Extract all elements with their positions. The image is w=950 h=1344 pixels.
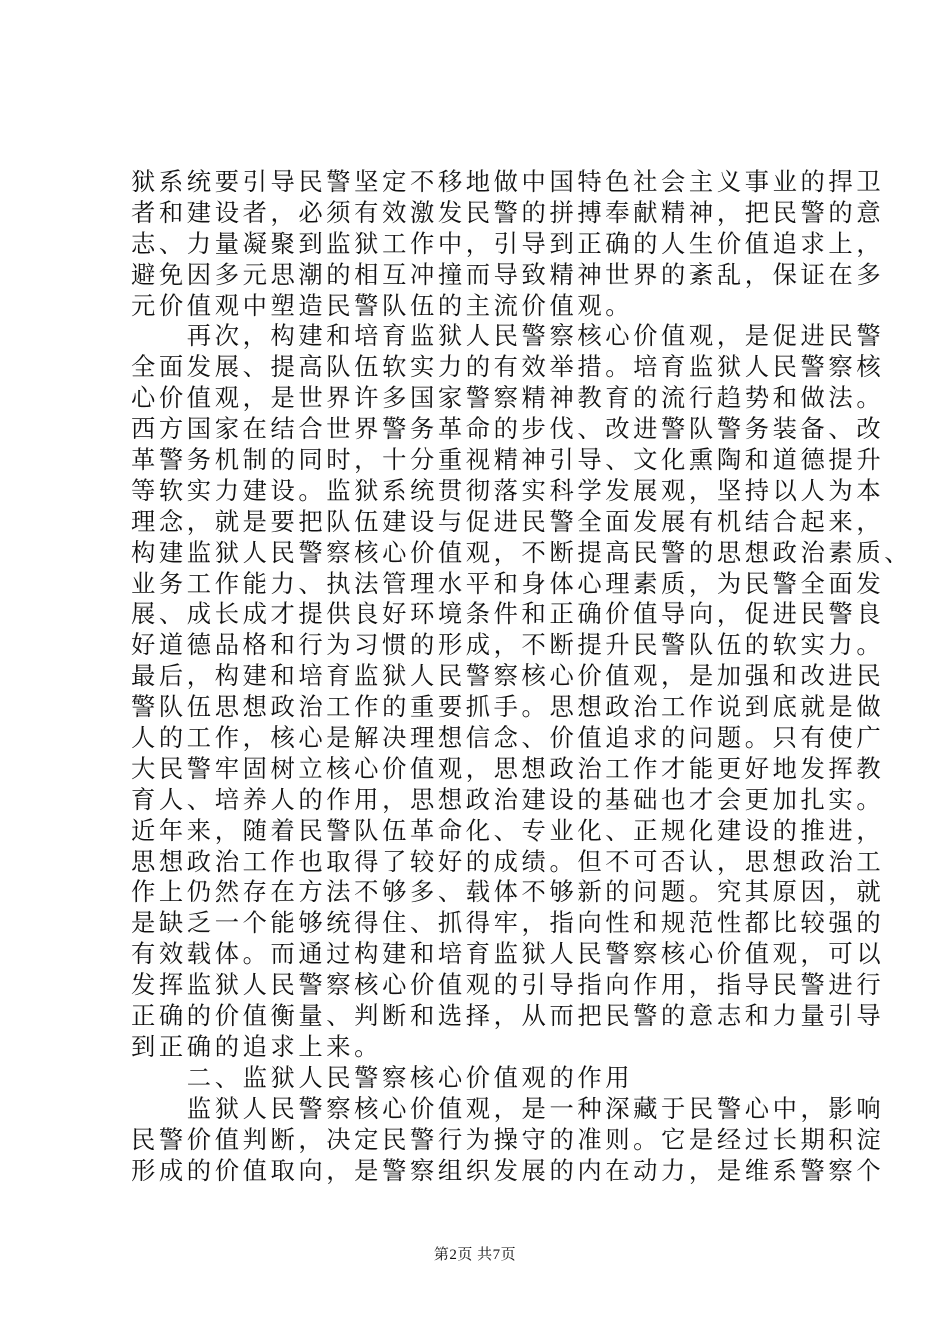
text-line: 全面发展、提高队伍软实力的有效举措。培育监狱人民警察核 [131,352,885,382]
text-line: 理念，就是要把队伍建设与促进民警全面发展有机结合起来， [131,506,885,536]
text-line: 思想政治工作也取得了较好的成绩。但不可否认，思想政治工 [131,846,885,876]
text-line: 大民警牢固树立核心价值观，思想政治工作才能更好地发挥教 [131,753,885,783]
text-line: 民警价值判断，决定民警行为操守的准则。它是经过长期积淀 [131,1124,885,1154]
text-line: 人的工作，核心是解决理想信念、价值追求的问题。只有使广 [131,723,885,753]
text-line: 形成的价值取向，是警察组织发展的内在动力，是维系警察个 [131,1155,885,1185]
text-line: 狱系统要引导民警坚定不移地做中国特色社会主义事业的捍卫 [131,167,885,196]
text-line: 者和建设者，必须有效激发民警的拼搏奉献精神，把民警的意 [131,197,885,227]
text-line: 心价值观，是世界许多国家警察精神教育的流行趋势和做法。 [131,383,885,413]
text-line: 是缺乏一个能够统得住、抓得牢，指向性和规范性都比较强的 [131,908,885,938]
text-line: 监狱人民警察核心价值观，是一种深藏于民警心中，影响 [131,1093,885,1123]
text-line: 作上仍然存在方法不够多、载体不够新的问题。究其原因，就 [131,877,885,907]
text-line: 志、力量凝聚到监狱工作中，引导到正确的人生价值追求上， [131,228,885,258]
text-line: 再次，构建和培育监狱人民警察核心价值观，是促进民警 [131,321,885,351]
body-text [131,167,913,1186]
text-line: 二、监狱人民警察核心价值观的作用 [131,1062,634,1092]
page-footer: 第2页 共7页 [433,1247,517,1263]
text-line: 发挥监狱人民警察核心价值观的引导指向作用，指导民警进行 [131,970,885,1000]
text-line: 警队伍思想政治工作的重要抓手。思想政治工作说到底就是做 [131,692,885,722]
text-line: 有效载体。而通过构建和培育监狱人民警察核心价值观，可以 [131,939,885,969]
text-line: 好道德品格和行为习惯的形成，不断提升民警队伍的软实力。 [131,630,885,660]
text-line: 避免因多元思潮的相互冲撞而导致精神世界的紊乱，保证在多 [131,259,885,289]
text-line: 到正确的追求上来。 [131,1031,383,1061]
text-line: 元价值观中塑造民警队伍的主流价值观。 [131,290,634,320]
text-line: 构建监狱人民警察核心价值观，不断提高民警的思想政治素质、 [131,537,913,567]
text-line: 革警务机制的同时，十分重视精神引导、文化熏陶和道德提升 [131,445,885,475]
text-line: 正确的价值衡量、判断和选择，从而把民警的意志和力量引导 [131,1001,885,1031]
text-line: 最后，构建和培育监狱人民警察核心价值观，是加强和改进民 [131,661,885,691]
text-line: 近年来，随着民警队伍革命化、专业化、正规化建设的推进， [131,815,885,845]
text-line: 业务工作能力、执法管理水平和身体心理素质，为民警全面发 [131,568,885,598]
text-line: 育人、培养人的作用，思想政治建设的基础也才会更加扎实。 [131,784,885,814]
text-line: 展、成长成才提供良好环境条件和正确价值导向，促进民警良 [131,599,885,629]
text-line: 等软实力建设。监狱系统贯彻落实科学发展观，坚持以人为本 [131,475,885,505]
text-line: 西方国家在结合世界警务革命的步伐、改进警队警务装备、改 [131,414,885,444]
